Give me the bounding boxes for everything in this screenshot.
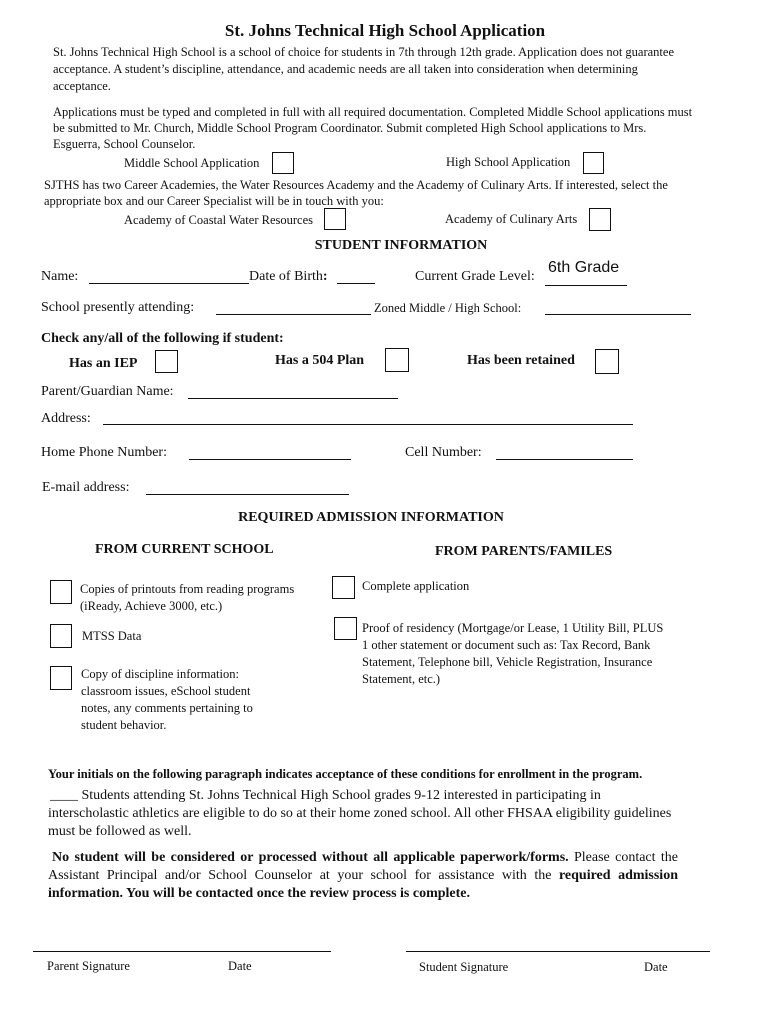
- zoned-school-field[interactable]: [545, 314, 691, 315]
- grade-label: Current Grade Level:: [415, 269, 535, 284]
- home-phone-field[interactable]: [189, 459, 351, 460]
- instructions-paragraph: Applications must be typed and completed in full with all required documentation. Completed Middle School applications must be submitted to Mr. Church, Middle School Program Coordinator. Submit completed High School applications to Mrs. Esguerra, School Counselor.: [53, 105, 693, 151]
- retained-checkbox[interactable]: [595, 349, 619, 374]
- parent-signature-label: Parent Signature: [47, 959, 130, 973]
- athletics-paragraph: ____ Students attending St. Johns Technical High School grades 9-12 interested in participating in interscholastic athletics are eligible to do so at their home zoned school. All other FHSAA eligibility guidelines must be followed as well.: [48, 788, 672, 839]
- admission-heading: REQUIRED ADMISSION INFORMATION: [238, 510, 504, 525]
- proof-of-residency-checkbox[interactable]: [334, 617, 357, 640]
- student-signature-line[interactable]: [406, 951, 710, 952]
- dob-field[interactable]: [337, 283, 375, 284]
- initials-note: Your initials on the following paragraph indicates acceptance of these conditions for enrollment in the program.: [48, 767, 643, 781]
- parents-heading: FROM PARENTS/FAMILES: [435, 544, 613, 559]
- parent-date-label: Date: [228, 959, 252, 973]
- discipline-info-label: Copy of discipline information: classroom issues, eSchool student notes, any comments pertaining to student behavior.: [81, 667, 253, 732]
- middle-school-application-label: Middle School Application: [124, 156, 260, 170]
- email-field[interactable]: [146, 494, 349, 495]
- coastal-academy-label: Academy of Coastal Water Resources: [124, 213, 313, 227]
- cell-number-field[interactable]: [496, 459, 633, 460]
- page-title: St. Johns Technical High School Application: [224, 21, 546, 40]
- plan-504-checkbox[interactable]: [385, 348, 409, 372]
- high-school-application-label: High School Application: [446, 155, 571, 169]
- name-field[interactable]: [89, 283, 249, 284]
- name-label: Name:: [41, 269, 79, 284]
- intro-paragraph: St. Johns Technical High School is a school of choice for students in 7th through 12th grade. Application does not guarantee acceptance. A student’s discipline, attendance, and academic needs are all taken into consideration when determining acceptance.: [53, 45, 675, 93]
- zoned-school-label: Zoned Middle / High School:: [374, 301, 522, 315]
- complete-application-checkbox[interactable]: [332, 576, 355, 599]
- address-label: Address:: [41, 411, 91, 426]
- home-phone-label: Home Phone Number:: [41, 445, 167, 460]
- academies-paragraph: SJTHS has two Career Academies, the Water Resources Academy and the Academy of Culinary Arts. If interested, select the appropriate box and our Career Specialist will be in touch with you:: [44, 178, 668, 208]
- student-signature-label: Student Signature: [419, 960, 509, 974]
- student-date-label: Date: [644, 960, 668, 974]
- retained-label: Has been retained: [467, 353, 575, 368]
- parent-signature-line[interactable]: [33, 951, 331, 952]
- initial-blank[interactable]: ____: [50, 788, 78, 803]
- email-label: E-mail address:: [42, 480, 130, 495]
- coastal-academy-checkbox[interactable]: [324, 208, 346, 230]
- complete-application-label: Complete application: [362, 579, 470, 593]
- parent-name-field[interactable]: [188, 398, 398, 399]
- cell-number-label: Cell Number:: [405, 445, 482, 460]
- grade-value[interactable]: 6th Grade: [548, 259, 620, 276]
- address-field[interactable]: [103, 424, 633, 425]
- mtss-data-label: MTSS Data: [82, 629, 142, 643]
- culinary-academy-checkbox[interactable]: [589, 208, 611, 231]
- school-attending-field[interactable]: [216, 314, 371, 315]
- reading-printouts-checkbox[interactable]: [50, 580, 72, 604]
- check-heading: Check any/all of the following if student:: [41, 331, 284, 346]
- dob-label: Date of Birth:: [249, 269, 328, 284]
- mtss-data-checkbox[interactable]: [50, 624, 72, 648]
- culinary-academy-label: Academy of Culinary Arts: [445, 212, 578, 226]
- iep-label: Has an IEP: [69, 356, 138, 371]
- current-school-heading: FROM CURRENT SCHOOL: [95, 542, 274, 557]
- grade-field-line: [545, 285, 627, 286]
- discipline-info-checkbox[interactable]: [50, 666, 72, 690]
- reading-printouts-label: Copies of printouts from reading programs (iReady, Achieve 3000, etc.): [80, 582, 295, 613]
- proof-of-residency-label: Proof of residency (Mortgage/or Lease, 1 Utility Bill, PLUS 1 other statement or document such as: Tax Record, Bank Statement, Telephone bill, Vehicle Registration, Insurance Statement, etc.): [362, 621, 664, 686]
- parent-name-label: Parent/Guardian Name:: [41, 384, 174, 399]
- school-attending-label: School presently attending:: [41, 300, 195, 315]
- middle-school-application-checkbox[interactable]: [272, 152, 294, 174]
- high-school-application-checkbox[interactable]: [583, 152, 604, 174]
- student-info-heading: STUDENT INFORMATION: [314, 238, 488, 253]
- notice-paragraph: No student will be considered or processed without all applicable paperwork/forms. Please contact the Assistant Principal and/or School Counselor at your school for assistance with the required admission information. You will be contacted once the review process is complete.: [48, 850, 678, 901]
- plan-504-label: Has a 504 Plan: [275, 353, 365, 368]
- iep-checkbox[interactable]: [155, 350, 178, 373]
